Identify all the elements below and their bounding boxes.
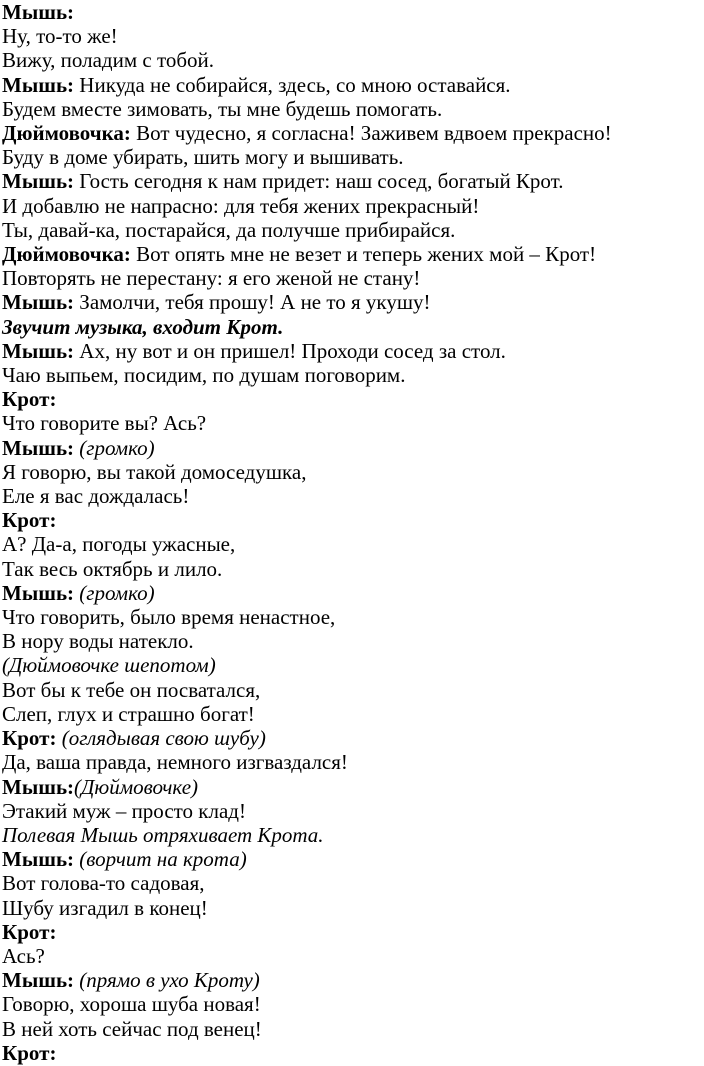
script-text <box>2 0 698 1065</box>
dialogue-text: Никуда не собирайся, здесь, со мною оставайся. <box>74 72 511 97</box>
dialogue-text: Вот голова-то садовая, <box>2 871 205 896</box>
stage-direction: (оглядывая свою шубу) <box>56 726 266 751</box>
dialogue-text: Я говорю, вы такой домоседушка, <box>2 459 307 484</box>
dialogue-text: Ты, давай-ка, постарайся, да получше прибирайся. <box>2 217 456 242</box>
dialogue-text: Буду в доме убирать, шить могу и вышивать. <box>2 145 404 170</box>
speaker-name: Мышь: <box>2 435 75 460</box>
script-line <box>2 678 698 702</box>
dialogue-text: Вижу, поладим с тобой. <box>2 48 215 73</box>
dialogue-text: Вот бы к тебе он посватался, <box>2 677 261 702</box>
script-line <box>2 775 698 799</box>
stage-direction: Полевая Мышь отряхивает Крота. <box>2 822 324 847</box>
script-line <box>2 436 698 460</box>
script-line <box>2 460 698 484</box>
dialogue-text: Что говорить, было время ненастное, <box>2 605 336 630</box>
script-line <box>2 896 698 920</box>
stage-direction: (прямо в ухо Кроту) <box>74 968 260 993</box>
dialogue-text: Будем вместе зимовать, ты мне будешь помогать. <box>2 96 443 121</box>
stage-direction: (громко) <box>74 435 155 460</box>
script-line <box>2 484 698 508</box>
dialogue-text: Что говорите вы? Ась? <box>2 411 207 436</box>
script-line <box>2 702 698 726</box>
script-line <box>2 581 698 605</box>
script-line <box>2 871 698 895</box>
speaker-name: Крот: <box>2 919 57 944</box>
script-line <box>2 944 698 968</box>
speaker-name: Мышь: <box>2 72 75 97</box>
stage-direction: (Дюймовочке шепотом) <box>2 653 216 678</box>
dialogue-text: Шубу изгадил в конец! <box>2 895 208 920</box>
script-line <box>2 242 698 266</box>
script-line <box>2 73 698 97</box>
script-line <box>2 653 698 677</box>
script-line <box>2 363 698 387</box>
dialogue-text: Говорю, хороша шуба новая! <box>2 992 261 1017</box>
stage-direction: (ворчит на крота) <box>74 847 247 872</box>
speaker-name: Дюймовочка: <box>2 121 131 146</box>
dialogue-text: А? Да-а, погоды ужасные, <box>2 532 236 557</box>
dialogue-text: Этакий муж – просто клад! <box>2 798 246 823</box>
script-line <box>2 339 698 363</box>
dialogue-text: И добавлю не напрасно: для тебя жених прекрасный! <box>2 193 480 218</box>
script-line <box>2 823 698 847</box>
dialogue-text: Вот опять мне не везет и теперь жених мой – Крот! <box>130 242 597 267</box>
script-line <box>2 387 698 411</box>
script-line <box>2 508 698 532</box>
dialogue-text: Да, ваша правда, немного изгваздался! <box>2 750 348 775</box>
dialogue-text: Повторять не перестану: я его женой не стану! <box>2 266 421 291</box>
stage-direction: (Дюймовочке) <box>74 774 199 799</box>
script-line <box>2 290 698 314</box>
dialogue-text: Слеп, глух и страшно богат! <box>2 701 255 726</box>
script-line <box>2 97 698 121</box>
script-line <box>2 532 698 556</box>
script-line <box>2 629 698 653</box>
script-line <box>2 169 698 193</box>
speaker-name: Мышь: <box>2 0 75 24</box>
script-line <box>2 847 698 871</box>
dialogue-text: Так весь октябрь и лило. <box>2 556 223 581</box>
script-line <box>2 799 698 823</box>
dialogue-text: Ну, то-то же! <box>2 24 118 49</box>
script-line <box>2 315 698 339</box>
script-line <box>2 266 698 290</box>
dialogue-text: Ах, ну вот и он пришел! Проходи сосед за стол. <box>74 338 506 363</box>
script-line <box>2 24 698 48</box>
dialogue-text: Ась? <box>2 943 45 968</box>
script-line <box>2 0 698 24</box>
script-line <box>2 194 698 218</box>
script-line <box>2 920 698 944</box>
dialogue-text: Замолчи, тебя прошу! А не то я укушу! <box>74 290 431 315</box>
dialogue-text: Гость сегодня к нам придет: наш сосед, богатый Крот. <box>74 169 564 194</box>
script-line <box>2 1017 698 1041</box>
script-line <box>2 750 698 774</box>
speaker-name: Мышь: <box>2 774 75 799</box>
script-line <box>2 968 698 992</box>
speaker-name: Мышь: <box>2 338 75 363</box>
script-line <box>2 411 698 435</box>
script-line <box>2 145 698 169</box>
speaker-name: Мышь: <box>2 290 75 315</box>
speaker-name: Мышь: <box>2 169 75 194</box>
speaker-name: Крот: <box>2 726 57 751</box>
dialogue-text: В ней хоть сейчас под венец! <box>2 1016 262 1041</box>
stage-direction: (громко) <box>74 580 155 605</box>
script-line <box>2 48 698 72</box>
dialogue-text: Еле я вас дождалась! <box>2 484 190 509</box>
speaker-name: Мышь: <box>2 847 75 872</box>
dialogue-text: Вот чудесно, я согласна! Заживем вдвоем прекрасно! <box>130 121 612 146</box>
script-line <box>2 218 698 242</box>
dialogue-text: В нору воды натекло. <box>2 629 194 654</box>
speaker-name: Крот: <box>2 387 57 412</box>
speaker-name: Дюймовочка: <box>2 242 131 267</box>
script-line <box>2 726 698 750</box>
script-line <box>2 121 698 145</box>
script-line <box>2 557 698 581</box>
speaker-name: Мышь: <box>2 968 75 993</box>
script-line <box>2 605 698 629</box>
speaker-name: Крот: <box>2 508 57 533</box>
script-line <box>2 992 698 1016</box>
speaker-name: Мышь: <box>2 580 75 605</box>
script-line <box>2 1041 698 1065</box>
stage-direction: Звучит музыка, входит Крот. <box>2 314 284 339</box>
speaker-name: Крот: <box>2 1040 57 1065</box>
dialogue-text: Чаю выпьем, посидим, по душам поговорим. <box>2 363 406 388</box>
